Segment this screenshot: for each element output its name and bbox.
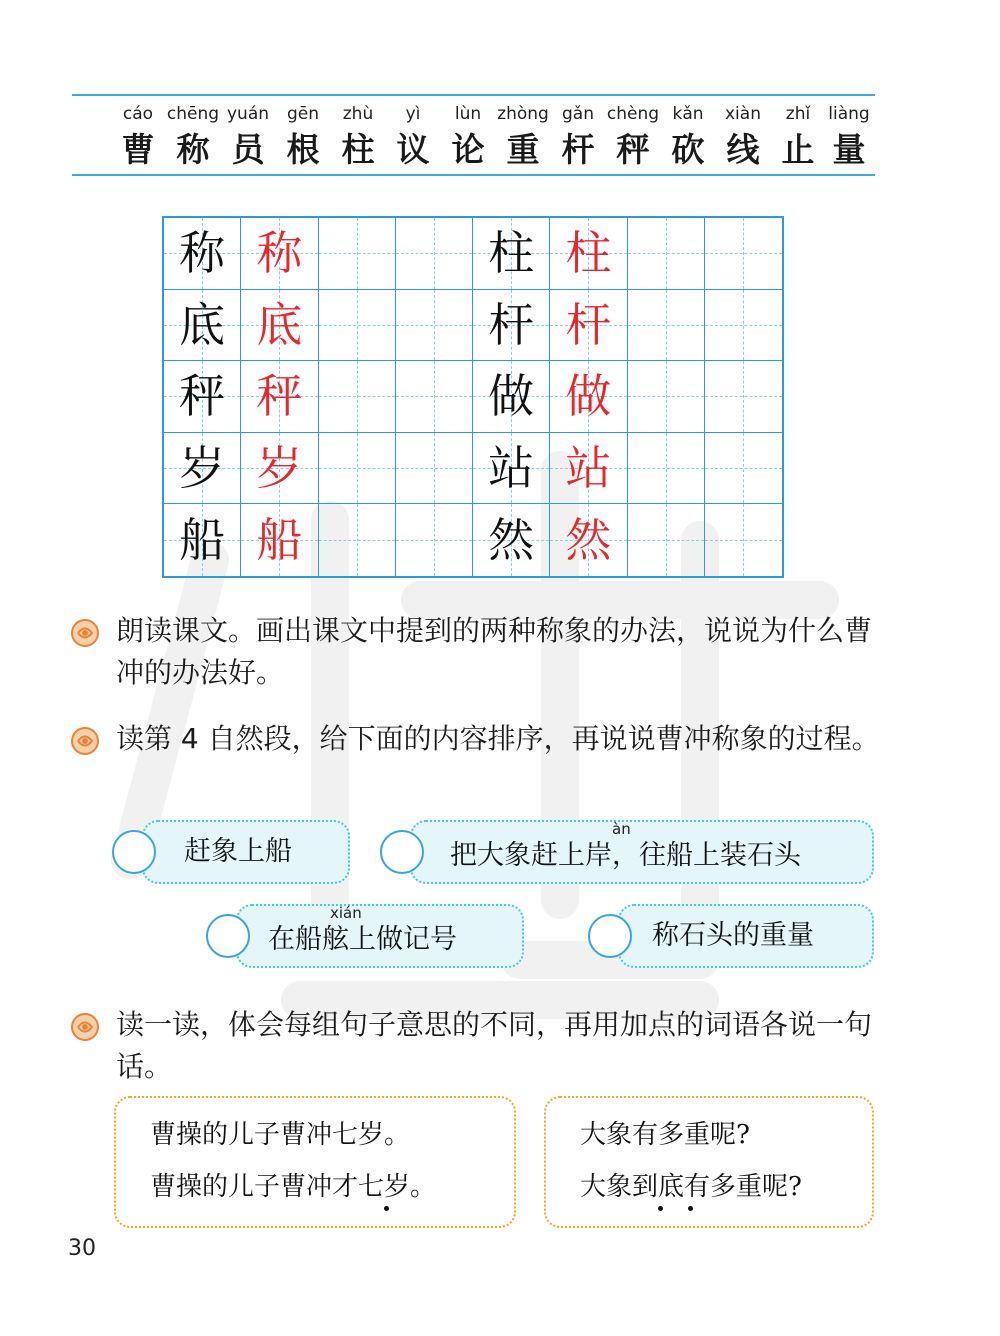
trace-character-cell	[241, 290, 318, 362]
vocab-pinyin: zhǐ	[785, 104, 811, 124]
vocab-pinyin: xiàn	[725, 104, 761, 124]
vocab-pinyin: gēn	[286, 104, 320, 124]
model-character: 秤	[179, 369, 226, 424]
model-character-cell	[473, 433, 550, 505]
tag-text: 赶象上船	[184, 836, 292, 867]
tag-text: 在船舷上做记号	[268, 924, 457, 955]
trace-character: 柱	[565, 226, 612, 281]
trace-character-cell	[241, 361, 318, 433]
model-character-cell	[473, 361, 550, 433]
trace-character-cell	[550, 361, 627, 433]
vocab-character: 柱	[341, 130, 375, 169]
model-character-cell	[164, 218, 241, 290]
sentence-line: 曹操的儿子曹冲七岁。	[150, 1120, 411, 1150]
exercise-text: 读第 4 自然段，给下面的内容排序，再说说曹冲称象的过程。	[116, 722, 880, 755]
trace-character: 称	[256, 226, 303, 281]
blank-practice-cell[interactable]	[396, 433, 473, 505]
emphasis-dot	[384, 1206, 389, 1211]
vocab-character: 重	[506, 130, 540, 169]
trace-character: 做	[565, 369, 612, 424]
trace-character-cell	[550, 218, 627, 290]
vocab-character: 止	[781, 130, 815, 169]
sentence-line: 大象有多重呢?	[580, 1120, 750, 1150]
vocab-character: 称	[176, 130, 210, 169]
page-number: 30	[68, 1236, 96, 1261]
vocab-pinyin: gǎn	[562, 104, 594, 124]
pinyin-annotation: xián	[330, 904, 362, 922]
blank-practice-cell[interactable]	[705, 504, 782, 576]
exercise-text: 读一读，体会每组句子意思的不同，再用加点的词语各说一句话。	[116, 1008, 873, 1083]
vocab-pinyin: chēng	[166, 104, 220, 124]
model-character-cell	[164, 361, 241, 433]
ordering-tag	[112, 820, 350, 884]
blank-practice-cell[interactable]	[705, 218, 782, 290]
blank-practice-cell[interactable]	[705, 433, 782, 505]
trace-character-cell	[550, 504, 627, 576]
order-number-circle[interactable]	[380, 830, 424, 874]
vocab-item	[821, 94, 877, 176]
vocab-pinyin: yì	[405, 104, 421, 124]
emphasis-dot	[658, 1206, 663, 1211]
trace-character: 岁	[256, 441, 303, 496]
blank-practice-cell[interactable]	[705, 290, 782, 362]
exercise-item	[70, 718, 890, 808]
vocab-character: 秤	[616, 130, 650, 169]
trace-character-cell	[550, 433, 627, 505]
trace-character-cell	[241, 218, 318, 290]
sentence-group-box	[114, 1096, 516, 1228]
model-character: 底	[179, 297, 226, 352]
vocab-pinyin: yuán	[226, 104, 270, 124]
blank-practice-cell[interactable]	[628, 361, 705, 433]
order-number-circle[interactable]	[112, 830, 156, 874]
writing-grid	[162, 216, 784, 578]
trace-character: 然	[565, 513, 612, 568]
pinyin-annotation: àn	[612, 820, 631, 838]
sentence-group-box	[544, 1096, 874, 1228]
exercise-text: 朗读课文。画出课文中提到的两种称象的办法，说说为什么曹冲的办法好。	[116, 614, 873, 689]
emphasis-dot	[688, 1206, 693, 1211]
model-character: 岁	[179, 441, 226, 496]
vocab-character: 论	[451, 130, 485, 169]
blank-practice-cell[interactable]	[705, 361, 782, 433]
vocab-pinyin: kǎn	[672, 104, 704, 124]
model-character: 船	[179, 513, 226, 568]
model-character: 站	[488, 441, 535, 496]
vocab-pinyin: zhù	[342, 104, 374, 124]
model-character: 然	[488, 513, 535, 568]
model-character-cell	[473, 504, 550, 576]
trace-character-cell	[550, 290, 627, 362]
vocab-character: 砍	[671, 130, 705, 169]
trace-character: 船	[256, 513, 303, 568]
blank-practice-cell[interactable]	[628, 290, 705, 362]
blank-practice-cell[interactable]	[628, 504, 705, 576]
vocab-character: 议	[396, 130, 430, 169]
trace-character: 杆	[565, 297, 612, 352]
blank-practice-cell[interactable]	[396, 361, 473, 433]
tag-text: 把大象赶上岸，往船上装石头	[450, 840, 801, 871]
blank-practice-cell[interactable]	[396, 218, 473, 290]
vocab-character: 杆	[561, 130, 595, 169]
flower-bullet-icon	[70, 1012, 100, 1042]
model-character-cell	[164, 433, 241, 505]
trace-character: 站	[565, 441, 612, 496]
trace-character: 秤	[256, 369, 303, 424]
vocab-character: 线	[726, 130, 760, 169]
ordering-tag	[206, 904, 524, 968]
vocab-pinyin: cáo	[122, 104, 154, 124]
flower-bullet-icon	[70, 618, 100, 648]
exercise-item	[70, 610, 890, 700]
model-character-cell	[473, 218, 550, 290]
blank-practice-cell[interactable]	[628, 218, 705, 290]
model-character: 柱	[488, 226, 535, 281]
model-character: 杆	[488, 297, 535, 352]
exercise-item	[70, 1004, 890, 1094]
blank-practice-cell[interactable]	[396, 290, 473, 362]
blank-practice-cell[interactable]	[628, 433, 705, 505]
vocab-pinyin: lùn	[454, 104, 482, 124]
blank-practice-cell[interactable]	[319, 218, 396, 290]
blank-practice-cell[interactable]	[319, 361, 396, 433]
sentence-line: 大象到底有多重呢?	[580, 1172, 802, 1202]
model-character-cell	[164, 504, 241, 576]
ordering-tag	[588, 904, 874, 968]
blank-practice-cell[interactable]	[319, 433, 396, 505]
vocab-character: 员	[231, 130, 265, 169]
vocab-pinyin: zhòng	[497, 104, 549, 124]
order-number-circle[interactable]	[206, 914, 250, 958]
model-character: 做	[488, 369, 535, 424]
vocab-character: 量	[832, 130, 866, 169]
blank-practice-cell[interactable]	[319, 504, 396, 576]
blank-practice-cell[interactable]	[396, 504, 473, 576]
trace-character-cell	[241, 433, 318, 505]
model-character-cell	[164, 290, 241, 362]
sentence-line: 曹操的儿子曹冲才七岁。	[150, 1172, 437, 1202]
trace-character: 底	[256, 297, 303, 352]
vocab-pinyin: liàng	[828, 104, 870, 124]
blank-practice-cell[interactable]	[319, 290, 396, 362]
trace-character-cell	[241, 504, 318, 576]
model-character: 称	[179, 226, 226, 281]
flower-bullet-icon	[70, 726, 100, 756]
vocab-pinyin: chèng	[606, 104, 660, 124]
vocab-character: 根	[286, 130, 320, 169]
vocab-character: 曹	[121, 130, 155, 169]
model-character-cell	[473, 290, 550, 362]
order-number-circle[interactable]	[588, 914, 632, 958]
ordering-tag	[380, 820, 874, 884]
tag-text: 称石头的重量	[652, 920, 814, 951]
vocabulary-band	[72, 94, 875, 176]
